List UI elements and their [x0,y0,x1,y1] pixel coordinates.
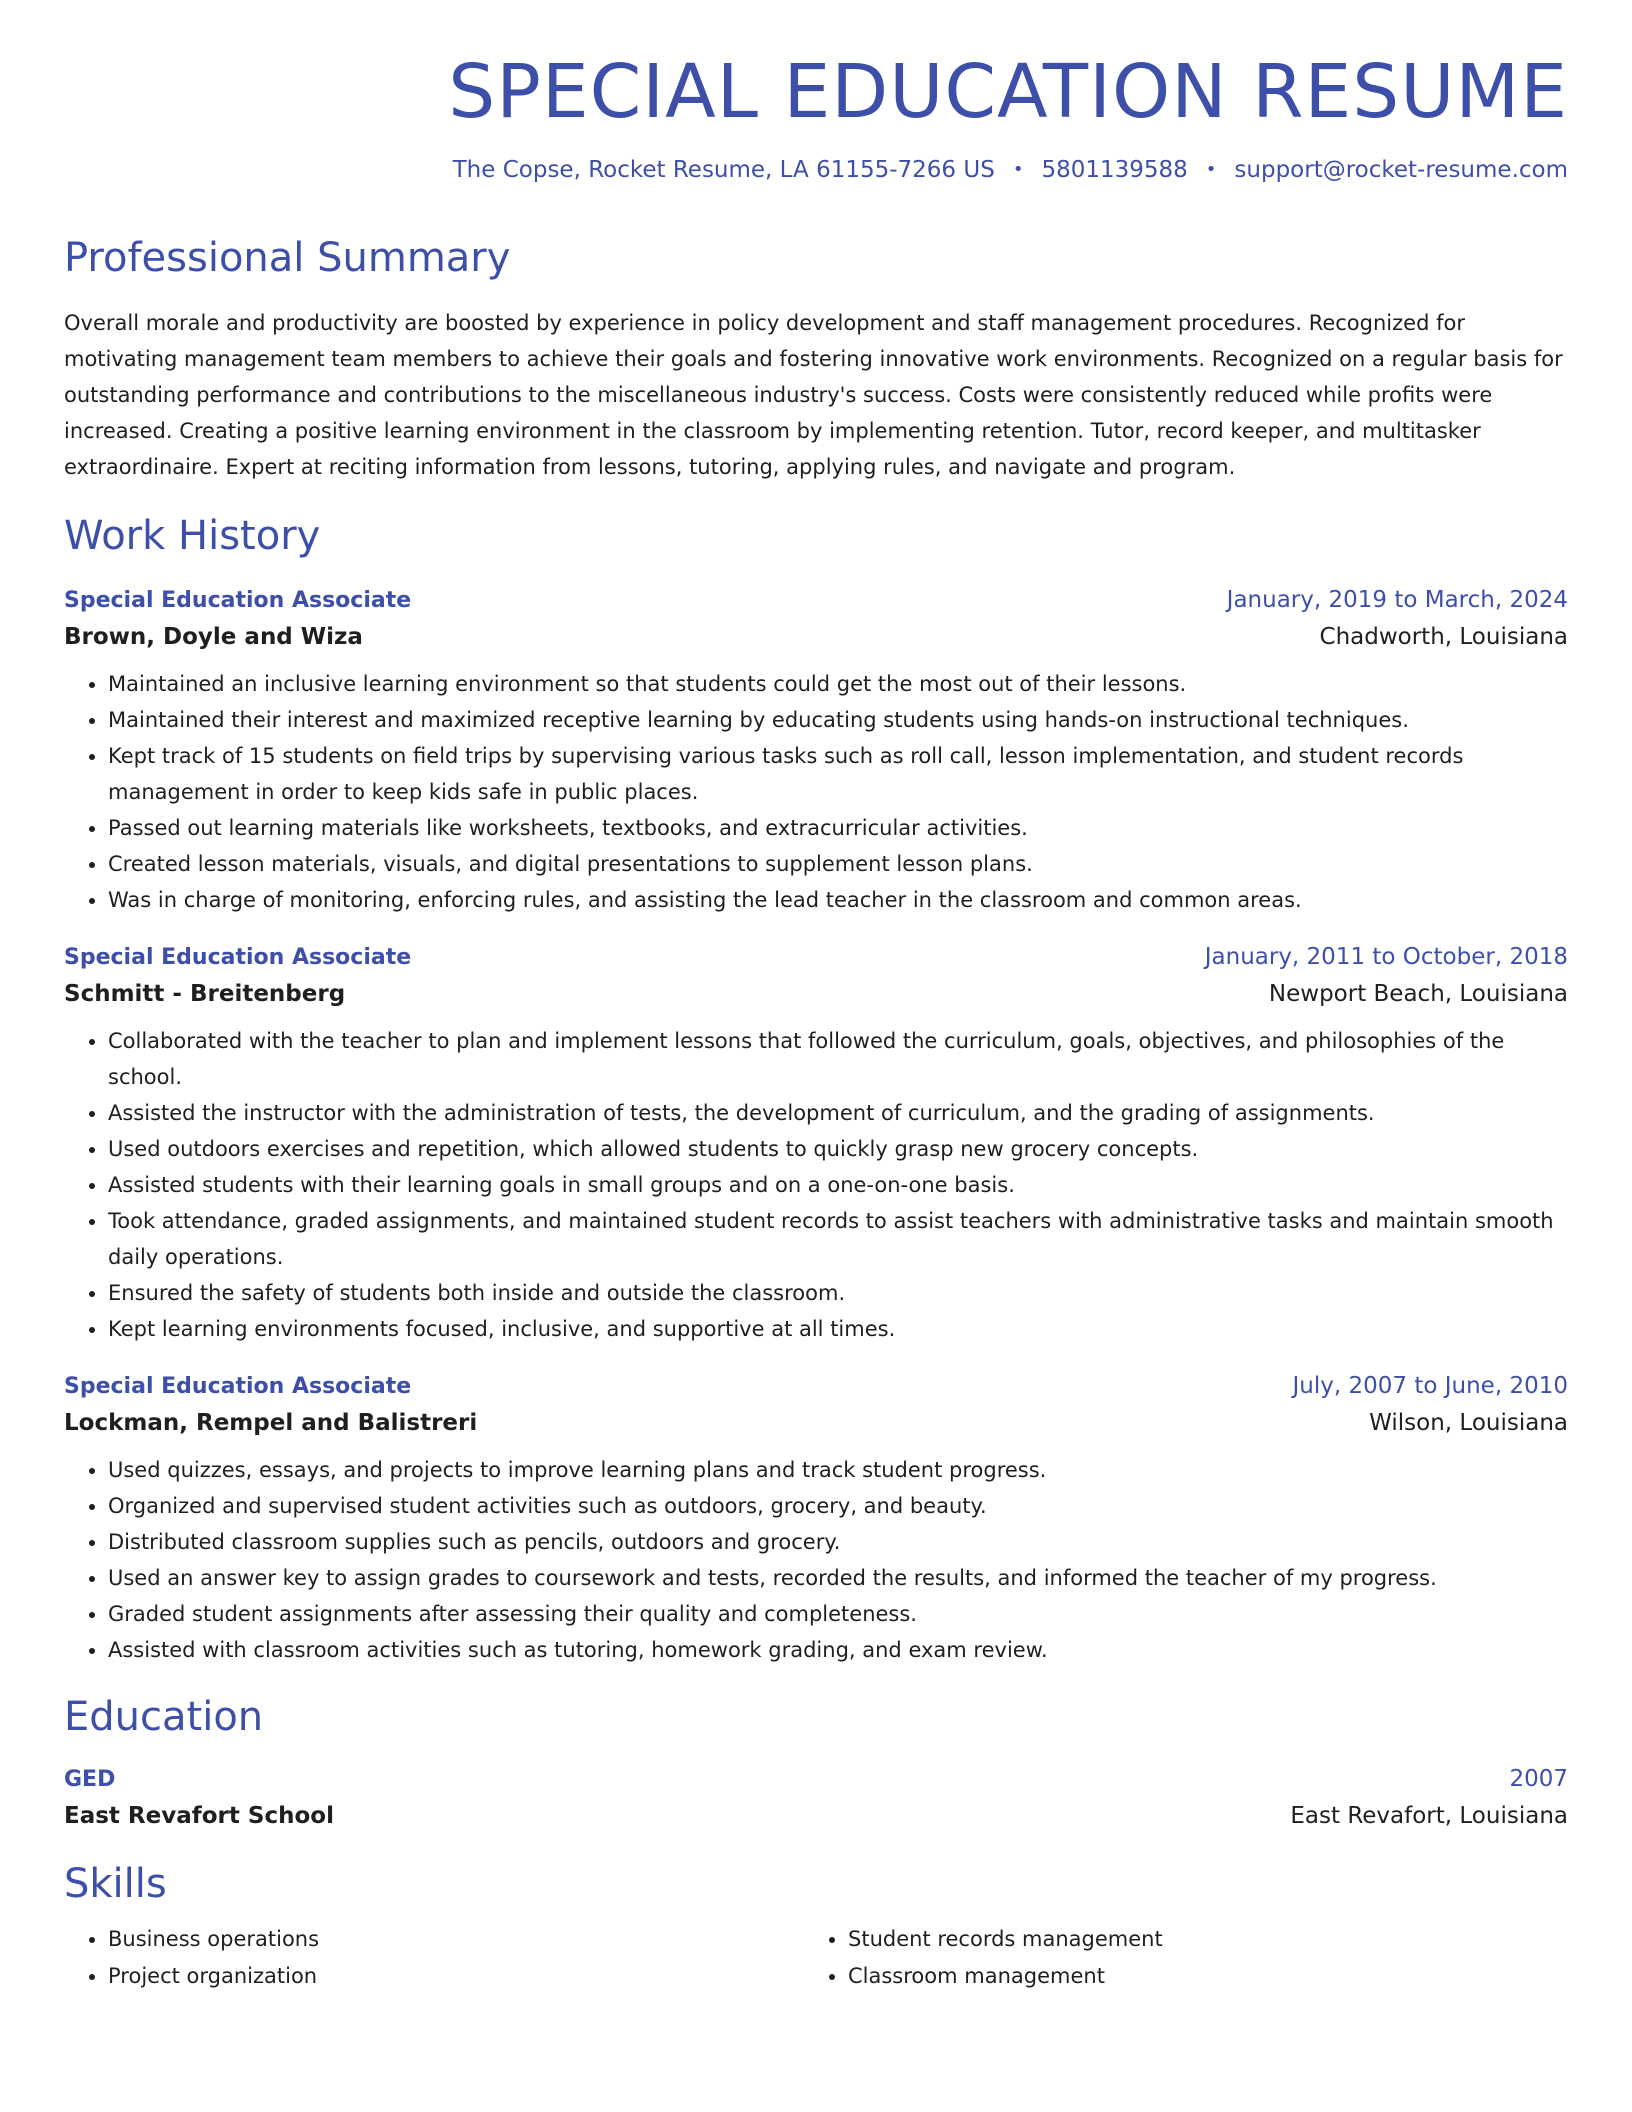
job-duty: • Organized and supervised student activities such as outdoors, grocery, and beauty. [108,1488,1568,1524]
education-location: East Revafort, Louisiana [1290,1802,1568,1829]
job-company: Lockman, Rempel and Balistreri [64,1409,478,1436]
education-year: 2007 [1509,1765,1568,1792]
job-location: Wilson, Louisiana [1369,1409,1568,1436]
job-duty: • Used an answer key to assign grades to coursework and tests, recorded the results, and informed the teacher of my progress. [108,1560,1568,1596]
skills-heading: Skills [64,1860,167,1907]
job-title: Special Education Associate [64,944,412,970]
job-company: Brown, Doyle and Wiza [64,623,363,650]
job-duty: • Collaborated with the teacher to plan and implement lessons that followed the curriculum, goals, objectives, and philosophies of the school. [108,1023,1568,1095]
resume-header [64,46,1568,183]
job-duties [64,1452,1568,1668]
job-entry [64,1369,1568,1668]
resume-title: SPECIAL EDUCATION RESUME [448,49,1568,135]
job-duty: • Used outdoors exercises and repetition, which allowed students to quickly grasp new grocery concepts. [108,1131,1568,1167]
job-duty: • Was in charge of monitoring, enforcing rules, and assisting the lead teacher in the classroom and common areas. [108,882,1568,918]
skill-item: • Classroom management [848,1958,1544,1995]
job-dates: January, 2019 to March, 2024 [1226,586,1568,613]
summary-text: Overall morale and productivity are boosted by experience in policy development and staff management procedures. Recognized for motivating management team members to achieve their goals and fostering innovative work environments. Recognized on a regular basis for outstanding performance and contributions to the miscellaneous industry's success. Costs were consistently reduced while profits were increased. Creating a positive learning environment in the classroom by implementing retention. Tutor, record keeper, and multitasker extraordinaire. Expert at reciting information from lessons, tutoring, applying rules, and navigate and program. [64,310,1563,479]
job-duty: • Created lesson materials, visuals, and digital presentations to supplement lesson plans. [108,846,1568,882]
job-duty: • Maintained their interest and maximized receptive learning by educating students using hands-on instructional techniques. [108,702,1568,738]
job-duty: • Kept learning environments focused, inclusive, and supportive at all times. [108,1311,1568,1347]
summary-heading: Professional Summary [64,234,511,281]
job-title: Special Education Associate [64,1373,412,1399]
contact-line [64,157,1568,183]
skills-column-left [64,1921,804,1995]
education-heading: Education [64,1693,264,1740]
job-duty: • Assisted the instructor with the administration of tests, the development of curriculum, and the grading of assignments. [108,1095,1568,1131]
job-duty: • Distributed classroom supplies such as pencils, outdoors and grocery. [108,1524,1568,1560]
job-dates: July, 2007 to June, 2010 [1292,1372,1568,1399]
education-degree: GED [64,1766,116,1792]
education-school: East Revafort School [64,1802,334,1829]
contact-email[interactable]: support@rocket-resume.com [1234,156,1568,183]
work-history-heading: Work History [64,512,321,559]
skills-list [64,1921,1568,1995]
skill-item: • Business operations [108,1921,804,1958]
job-duty: • Kept track of 15 students on field trips by supervising various tasks such as roll call, lesson implementation, and student records management in order to keep kids safe in public places. [108,738,1568,810]
job-entry [64,940,1568,1347]
job-location: Chadworth, Louisiana [1319,623,1568,650]
job-duty: • Ensured the safety of students both inside and outside the classroom. [108,1275,1568,1311]
job-duty: • Graded student assignments after assessing their quality and completeness. [108,1596,1568,1632]
skill-item: • Student records management [848,1921,1544,1958]
contact-separator: • [1205,159,1217,180]
education-entry [64,1762,1568,1835]
job-location: Newport Beach, Louisiana [1268,980,1568,1007]
job-dates: January, 2011 to October, 2018 [1204,943,1568,970]
job-duty: • Assisted students with their learning goals in small groups and on a one-on-one basis. [108,1167,1568,1203]
job-duty: • Used quizzes, essays, and projects to improve learning plans and track student progress. [108,1452,1568,1488]
job-duty: • Passed out learning materials like worksheets, textbooks, and extracurricular activities. [108,810,1568,846]
job-duty: • Maintained an inclusive learning environment so that students could get the most out of their lessons. [108,666,1568,702]
job-duty: • Took attendance, graded assignments, and maintained student records to assist teachers with administrative tasks and maintain smooth daily operations. [108,1203,1568,1275]
contact-separator: • [1012,159,1024,180]
skill-item: • Project organization [108,1958,804,1995]
job-entry [64,583,1568,918]
job-duty: • Assisted with classroom activities such as tutoring, homework grading, and exam review. [108,1632,1568,1668]
job-duties [64,666,1568,918]
contact-phone: 5801139588 [1041,156,1188,183]
contact-address: The Copse, Rocket Resume, LA 61155-7266 US [452,156,995,183]
job-company: Schmitt - Breitenberg [64,980,346,1007]
job-title: Special Education Associate [64,587,412,613]
skills-column-right [804,1921,1544,1995]
job-duties [64,1023,1568,1347]
